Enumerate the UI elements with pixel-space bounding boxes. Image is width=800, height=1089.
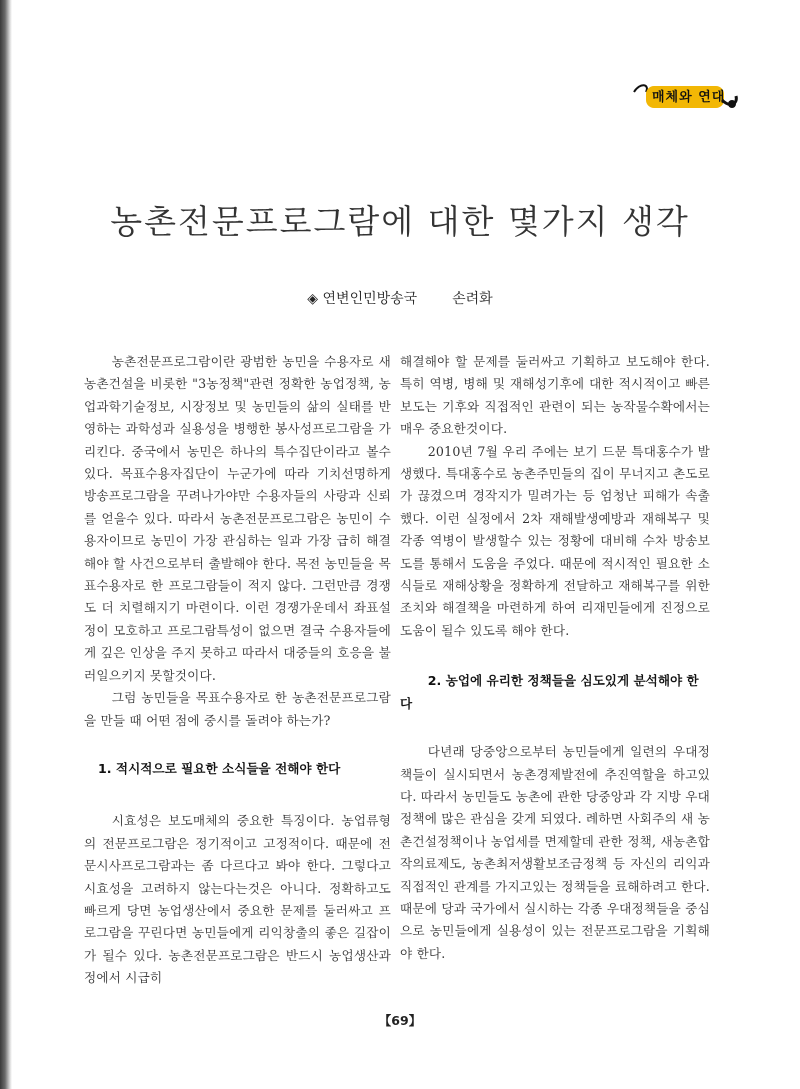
paragraph: 농촌전문프로그람이란 광범한 농민을 수용자로 새 농촌건설을 비롯한 "3농정책"관련 정확한 농업정책, 농업과학기술정보, 시장정보 및 농민들의 삶의 실태를 반영하는 과학성과 실용성을 병행한 봉사성프로그람을 가리킨다. 중국에서 농민은 하나의 특수집단이라고 볼수 있다. 목표수용자집단이 누군가에 따라 기치선명하게 방송프로그람을 꾸려나가야만 수용자들의 사랑과 신뢰를 얻을수 있다. 따라서 농촌전문프로그람은 농민이 수용자이므로 농민이 가장 관심하는 일과 가장 급히 해결해야 할 사건으로부터 출발해야 한다. 목전 농민들을 목표수용자로 한 프로그람들이 적지 않다. 그런만큼 경쟁도 더 치렬해지기 마련이다. 이런 경쟁가운데서 좌표설정이 모호하고 프로그람특성이 없으면 결국 수용자들에게 깊은 인상을 주지 못하고 따라서 대중들의 호응을 불러일으키지 못할것이다. <box>84 354 391 683</box>
paragraph: 그럼 농민들을 목표수용자로 한 농촌전문프로그람을 만들 때 어떤 점에 중시를 돌려야 하는가? <box>84 690 391 728</box>
byline-marker: ◈ <box>307 291 319 307</box>
byline-author: 손려화 <box>452 291 493 307</box>
paragraph: 해결해야 할 문제를 둘러싸고 기획하고 보도해야 한다. 특히 역병, 병해 및 재해성기후에 대한 적시적이고 빠른 보도는 기후와 직접적인 관련이 되는 농작물수확에서는 매우 중요한것이다. <box>400 354 710 437</box>
byline <box>0 288 800 308</box>
paragraph: 2010년 7월 우리 주에는 보기 드문 특대홍수가 발생했다. 특대홍수로 농촌주민들의 집이 무너지고 촌도로가 끊겼으며 경작지가 밀려가는 등 엄청난 피해가 속출했다. 이런 실정에서 2차 재해발생예방과 재해복구 및 각종 역병이 발생할수 있는 정황에 대비해 수차 방송보도를 통해서 도움을 주었다. 때문에 적시적인 필요한 소식들로 재해상황을 정확하게 전달하고 재해복구를 위한 조치와 해결책을 마련하게 하여 리재민들에게 진정으로 도움이 될수 있도록 해야 한다. <box>400 443 710 638</box>
article-title: 농촌전문프로그람에 대한 몇가지 생각 <box>110 202 690 241</box>
byline-organization: 연변인민방송국 <box>322 291 418 307</box>
right-column <box>400 351 710 965</box>
section-heading-1: 1. 적시적으로 필요한 소식들을 전해야 한다 <box>98 760 341 776</box>
paragraph: 시효성은 보도매체의 중요한 특징이다. 농업류형의 전문프로그람은 정기적이고 고정적이다. 때문에 전문시사프로그람과는 좀 다르다고 봐야 한다. 그렇다고 시효성을 고려하지 않는다는것은 아니다. 정확하고도 빠르게 당면 농업생산에서 중요한 문제를 둘러싸고 프로그람을 꾸린다면 농민들에게 리익창출의 좋은 길잡이가 될수 있다. 농촌전문프로그람은 반드시 농업생산과정에서 시급히 <box>84 813 391 986</box>
paragraph: 다년래 당중앙으로부터 농민들에게 일련의 우대정책들이 실시되면서 농촌경제발전에 추진역할을 하고있다. 따라서 농민들도 농촌에 관한 당중앙과 각 지방 우대정책에 많은 관심을 갖게 되였다. 례하면 사회주의 새 농촌건설정책이나 농업세를 면제할데 관한 정책, 새농촌합작의료제도, 농촌최저생활보조금정책 등 자신의 리익과 직접적인 관계를 가지고있는 정책들을 료해하려고 한다. 때문에 당과 국가에서 실시하는 각종 우대정책들을 중심으로 농민들에게 실용성이 있는 전문프로그람을 기획해야 한다. <box>400 744 710 961</box>
section-badge-label: 매체와 연대 <box>652 90 726 105</box>
section-heading-2: 2. 농업에 유리한 정책들을 심도있게 분석해야 한다 <box>400 673 699 711</box>
left-column <box>84 351 391 990</box>
page-number: 【69】 <box>378 1013 422 1028</box>
page-binding-edge <box>0 0 12 1089</box>
